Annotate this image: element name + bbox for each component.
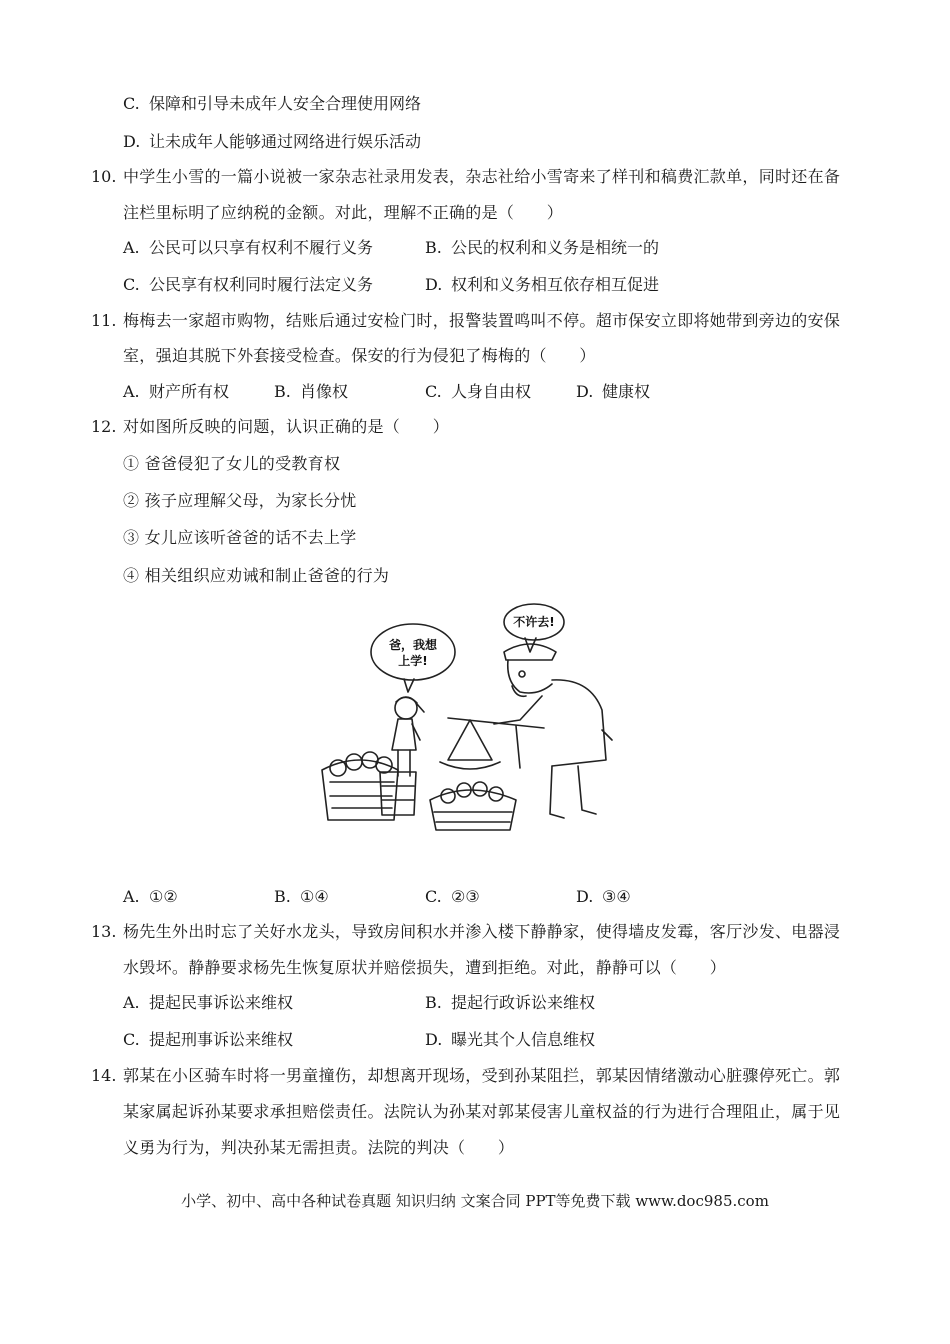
girl-speech-bubble — [371, 624, 455, 680]
option-key: B. — [274, 887, 291, 906]
option-text: 财产所有权 — [149, 382, 230, 401]
option-key: C. — [123, 94, 140, 113]
q9-option-c — [123, 94, 421, 114]
option-key: D. — [425, 275, 443, 294]
page-footer: 小学、初中、高中各种试卷真题 知识归纳 文案合同 PPT等免费下载 www.doc985.com — [181, 1192, 769, 1210]
option-text: 公民享有权利同时履行法定义务 — [149, 275, 374, 294]
q12-item-2: ② 孩子应理解父母，为家长分忧 — [123, 491, 357, 510]
option-text: 肖像权 — [300, 382, 349, 401]
option-key: D. — [576, 382, 594, 401]
option-key: B. — [425, 238, 442, 257]
option-text: ②③ — [451, 887, 480, 906]
q14-number: 14. — [91, 1066, 117, 1085]
q11-stem-line1: 梅梅去一家超市购物，结账后通过安检门时，报警装置鸣叫不停。超市保安立即将她带到旁边的安保 — [123, 311, 841, 330]
option-text: 提起民事诉讼来维权 — [149, 993, 294, 1012]
option-text: 人身自由权 — [451, 382, 532, 401]
option-text: ①④ — [300, 887, 329, 906]
option-key: A. — [123, 238, 140, 257]
q11-option-b — [274, 382, 348, 402]
option-key: C. — [425, 382, 442, 401]
girl-speech-text-line2: 上学! — [398, 654, 428, 668]
q12-item-4: ④ 相关组织应劝诫和制止爸爸的行为 — [123, 566, 390, 585]
q12-stem: 对如图所反映的问题，认识正确的是（ ） — [123, 417, 450, 436]
q12-option-a — [123, 887, 178, 907]
q13-option-b — [425, 993, 595, 1013]
cartoon-drawing — [320, 600, 620, 850]
q12-option-b — [274, 887, 329, 907]
q12-option-d — [576, 887, 631, 907]
q10-stem-line1: 中学生小雪的一篇小说被一家杂志社录用发表，杂志社给小雪寄来了样刊和稿费汇款单，同时还在备 — [123, 167, 841, 186]
q11-number: 11. — [91, 311, 117, 330]
option-text: 健康权 — [602, 382, 651, 401]
q13-option-a — [123, 993, 293, 1013]
q10-option-a — [123, 238, 373, 258]
q12-number: 12. — [91, 417, 117, 436]
q14-stem-line1: 郭某在小区骑车时将一男童撞伤，却想离开现场，受到孙某阻拦，郭某因情绪激动心脏骤停死亡。郭 — [123, 1066, 841, 1085]
option-key: C. — [123, 275, 140, 294]
q11-option-a — [123, 382, 229, 402]
option-key: D. — [123, 132, 141, 151]
q12-item-3: ③ 女儿应该听爸爸的话不去上学 — [123, 528, 357, 547]
q12-option-c — [425, 887, 480, 907]
q12-item-1: ① 爸爸侵犯了女儿的受教育权 — [123, 454, 341, 473]
option-text: 提起刑事诉讼来维权 — [149, 1030, 294, 1049]
q13-option-c — [123, 1030, 293, 1050]
q11-option-c — [425, 382, 531, 402]
q13-number: 13. — [91, 922, 117, 941]
q13-option-d — [425, 1030, 595, 1050]
option-key: C. — [123, 1030, 140, 1049]
dad-speech-text: 不许去! — [513, 615, 555, 629]
option-key: A. — [123, 887, 140, 906]
option-key: C. — [425, 887, 442, 906]
option-key: B. — [425, 993, 442, 1012]
option-text: 让未成年人能够通过网络进行娱乐活动 — [149, 132, 422, 151]
q9-option-d — [123, 132, 421, 152]
q10-number: 10. — [91, 167, 117, 186]
q10-option-c — [123, 275, 373, 295]
option-key: B. — [274, 382, 291, 401]
q13-stem-line2: 水毁坏。静静要求杨先生恢复原状并赔偿损失，遭到拒绝。对此，静静可以（ ） — [123, 958, 727, 977]
q13-stem-line1: 杨先生外出时忘了关好水龙头，导致房间积水并渗入楼下静静家，使得墙皮发霉，客厅沙发、电器浸 — [123, 922, 841, 941]
option-key: A. — [123, 993, 140, 1012]
option-text: 公民可以只享有权利不履行义务 — [149, 238, 374, 257]
q10-stem-line2: 注栏里标明了应纳税的金额。对此，理解不正确的是（ ） — [123, 203, 564, 222]
option-text: 保障和引导未成年人安全合理使用网络 — [149, 94, 422, 113]
q11-stem-line2: 室，强迫其脱下外套接受检查。保安的行为侵犯了梅梅的（ ） — [123, 346, 596, 365]
option-text: ①② — [149, 887, 178, 906]
cartoon-illustration — [320, 600, 620, 850]
option-key: A. — [123, 382, 140, 401]
option-text: 权利和义务相互依存相互促进 — [451, 275, 660, 294]
q10-option-b — [425, 238, 659, 258]
q10-option-d — [425, 275, 659, 295]
option-key: D. — [576, 887, 594, 906]
option-text: 提起行政诉讼来维权 — [451, 993, 596, 1012]
q11-option-d — [576, 382, 650, 402]
option-text: 曝光其个人信息维权 — [451, 1030, 596, 1049]
q14-stem-line2: 某家属起诉孙某要求承担赔偿责任。法院认为孙某对郭某侵害儿童权益的行为进行合理阻止，属于见 — [123, 1102, 841, 1121]
girl-speech-text-line1: 爸，我想 — [388, 638, 438, 652]
q14-stem-line3: 义勇为行为，判决孙某无需担责。法院的判决（ ） — [123, 1138, 515, 1157]
option-text: ③④ — [602, 887, 631, 906]
option-text: 公民的权利和义务是相统一的 — [451, 238, 660, 257]
option-key: D. — [425, 1030, 443, 1049]
